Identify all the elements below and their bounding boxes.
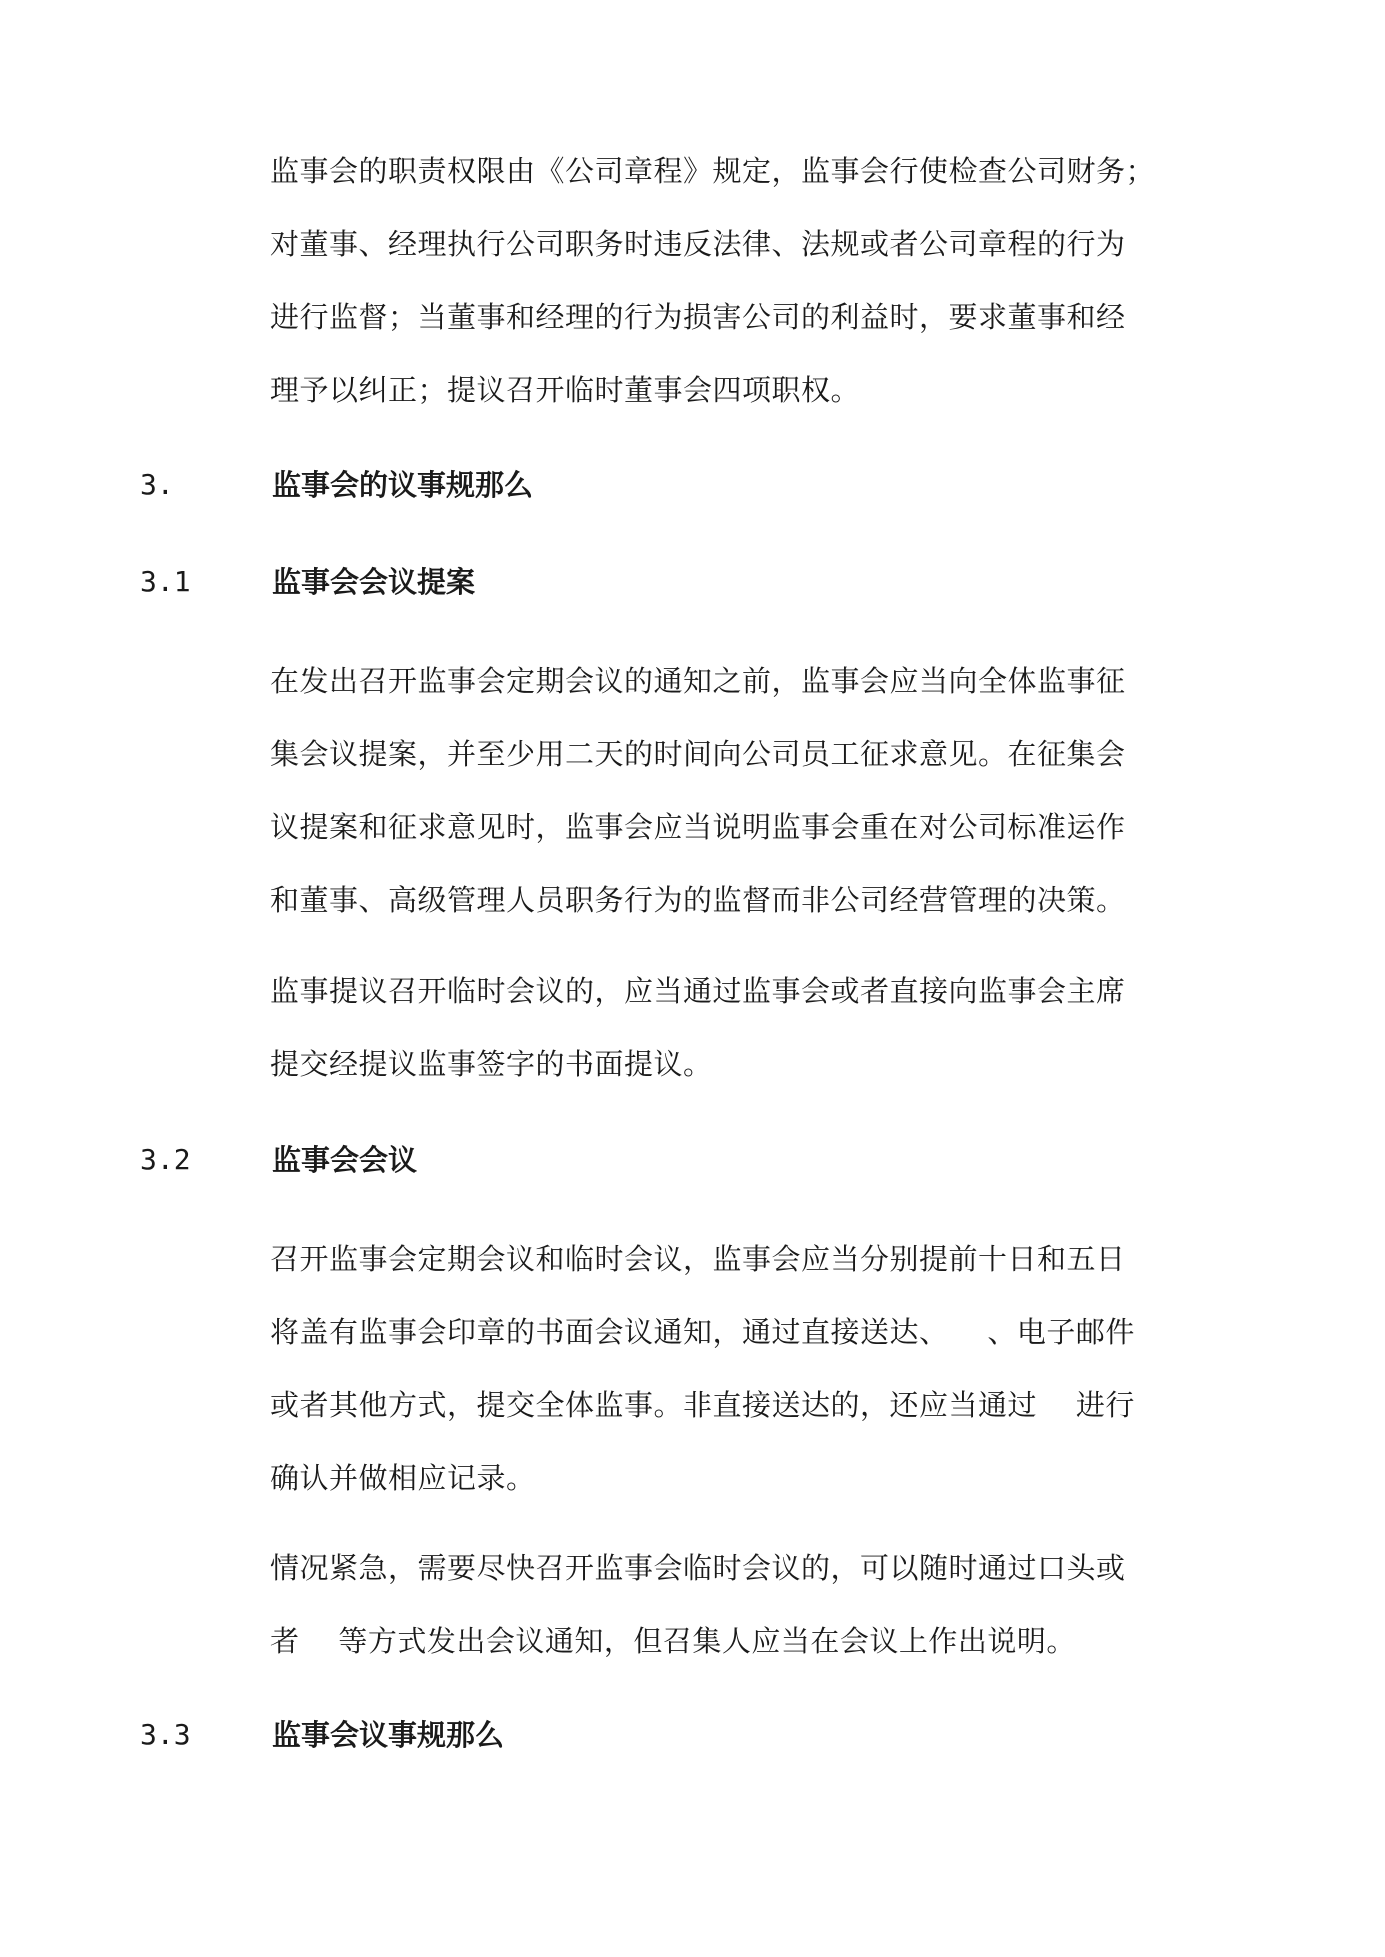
section-title: 监事会议事规那么 <box>272 1718 505 1752</box>
paragraph-meeting-proposals: 在发出召开监事会定期会议的通知之前，监事会应当向全体监事征 集会议提案，并至少用二天的时间向公司员工征求意见。在征集会 议提案和征求意见时，监事会应当说明监事会重在对公司标准运作 和董事、高级管理人员职务行为的监督而非公司经营管理的决策。 <box>270 664 1126 917</box>
section-number: 3.2 <box>140 1143 191 1176</box>
section-number: 3. <box>140 468 174 501</box>
section-title: 监事会会议 <box>272 1143 418 1177</box>
paragraph-interim-meeting-proposal: 监事提议召开临时会议的，应当通过监事会或者直接向监事会主席 提交经提议监事签字的书面提议。 <box>270 974 1126 1081</box>
section-title: 监事会会议提案 <box>272 565 476 599</box>
paragraph-meeting-notice: 召开监事会定期会议和临时会议，监事会应当分别提前十日和五日 将盖有监事会印章的书面会议通知，通过直接送达、 、电子邮件 或者其他方式，提交全体监事。非直接送达的，还应当通过 进行 确认并做相应记录。 <box>270 1242 1135 1495</box>
section-title: 监事会的议事规那么 <box>272 468 534 502</box>
section-number: 3.1 <box>140 565 191 598</box>
paragraph-supervisory-duties: 监事会的职责权限由《公司章程》规定，监事会行使检查公司财务； 对董事、经理执行公司职务时违反法律、法规或者公司章程的行为 进行监督；当董事和经理的行为损害公司的利益时，要求董事和经 理予以纠正；提议召开临时董事会四项职权。 <box>270 154 1156 407</box>
paragraph-urgent-meeting: 情况紧急，需要尽快召开监事会临时会议的，可以随时通过口头或 者 等方式发出会议通知，但召集人应当在会议上作出说明。 <box>270 1551 1126 1658</box>
section-number: 3.3 <box>140 1718 191 1751</box>
